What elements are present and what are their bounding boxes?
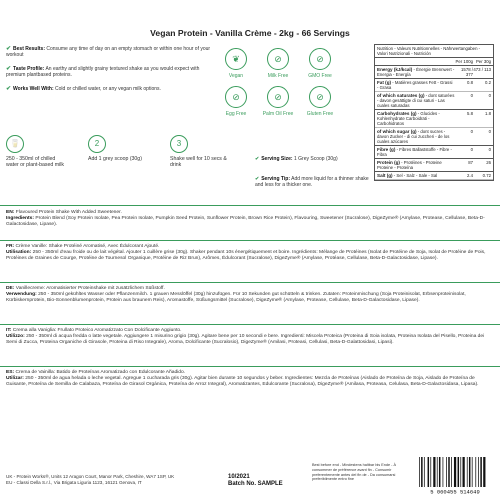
- nutrition-row: Energy (kJ/kcal) - Énergie Brennwert - Energia - Energía 1578 / 377 473 / 113: [377, 67, 491, 77]
- step-2: 2 Add 1 grey scoop (30g): [88, 135, 148, 162]
- barcode-number: 5 060455 514649: [430, 488, 480, 495]
- best-before-text: Best before end - Mindestens haltbar bis Ende - À consommer de préférence avant fin - Consumir preferentemente antes del fin de - Da consumarsi preferibilmente entro fine: [312, 463, 397, 482]
- nutrition-row: Protein (g) - Protéines - Proteine Proteine - Proteína 87 26: [377, 160, 491, 170]
- palm-oil-free-icon: ⊘: [267, 86, 289, 108]
- taste-profile-text: ✔ Taste Profile: An earthy and slightly grainy textured shake as you would expect with premium plantbased proteins.: [6, 66, 200, 79]
- step-3: 3 Shake well for 10 secs & drink: [170, 135, 230, 169]
- nutrition-row: of which saturates (g) - dont saturées - davon gesättigte di cui saturi - Las cuales saturadas 0 0: [377, 93, 491, 108]
- check-icon: ✔: [6, 86, 12, 92]
- nutrition-row: Salt (g) - Sel - Salz - Sale - Sal 2.4 0.72: [377, 173, 491, 178]
- badge-gmo-free: ⊘ GMO Free: [298, 48, 342, 79]
- nutrition-row: Carbohydrates (g) - Glucides - Kohlenhydrate Carboidrati - Carbohidratos 5.8 1.8: [377, 111, 491, 126]
- works-well-with-text: ✔ Works Well With: Cold or chilled water, or any vegan milk options.: [6, 86, 161, 92]
- glass-icon: 🥛: [6, 135, 24, 153]
- divider: [0, 324, 500, 325]
- gluten-free-icon: ⊘: [309, 86, 331, 108]
- check-icon: ✔: [255, 176, 260, 182]
- badge-egg-free: ⊘ Egg Free: [214, 86, 258, 117]
- barcode: [415, 455, 495, 495]
- step-number: 2: [88, 135, 106, 153]
- divider: [0, 240, 500, 241]
- section-en: EN: Flavoured Protein Shake With Added Sweetener. Ingredients: Protein Blend (Soy Protein Isolate, Pea Protein Isolate, Pumpkin Seed Protein, Sunflower Protein, Brown Rice Protein), Flavouring, Sweetener (Sucralose), DigeZyme® (Amylase, Protease, Cellulase, Beta-D-Galactosidase, Lipase).: [6, 210, 485, 228]
- badge-vegan: ❦ Vegan: [214, 48, 258, 79]
- leaf-icon: ❦: [225, 48, 247, 70]
- step-1: 🥛 250 - 350ml of chilled water or plant-based milk: [6, 135, 66, 169]
- nutrition-row: Fibre (g) - Fibres Ballaststoffe - Fibre - Fibra 0 0: [377, 147, 491, 157]
- divider: [0, 205, 500, 206]
- step-number: 3: [170, 135, 188, 153]
- badge-palm-oil-free: ⊘ Palm Oil Free: [256, 86, 300, 117]
- section-es: ES: Crema de Vainilla: Batido de Proteínas Aromatizado con Edulcorante Añadido. Utilizar: 250 - 350ml de agua helada o leche vegetal. Agregue 1 cucharada gris (30g). Agitar bien durante 10 segundos y beber. Ingredientes: Mezcla de Proteínas (Aislado de Proteína de Soja, Aislado de Proteína de Guisante, Proteína de Semilla de Calabaza, Proteína de Girasol Orgánica, Proteína de Arroz Integral), Aromatizantes, Edulcorante (Sucralosa), DigeZyme® (Amilasa, Proteasa, Celulasa, Beta-D-Galactosidasa, Lipasa).: [6, 370, 479, 388]
- check-icon: ✔: [6, 66, 12, 72]
- gmo-free-icon: ⊘: [309, 48, 331, 70]
- best-results-text: ✔ Best Results: Consume any time of day on an empty stomach or within one hour of your workout: [6, 46, 211, 59]
- nutrition-row: of which sugar (g) - dont sucres - davon Zucker - di cui zuccheri - de los cuales azúcares 0 0: [377, 129, 491, 144]
- nutrition-row: Fat (g) - Matières grasses Fett - Grassi - Grasa 0.8 0.2: [377, 80, 491, 90]
- egg-free-icon: ⊘: [225, 86, 247, 108]
- serving-tip: ✔ Serving Tip: Add more liquid for a thinner shake and less for a thicker one.: [255, 176, 369, 189]
- check-icon: ✔: [255, 156, 260, 162]
- batch-info: 10/2021 Batch No. SAMPLE: [228, 474, 283, 487]
- check-icon: ✔: [6, 46, 12, 52]
- nutrition-columns: Per 100g Per 30g: [375, 58, 493, 66]
- milk-free-icon: ⊘: [267, 48, 289, 70]
- badge-milk-free: ⊘ Milk Free: [256, 48, 300, 79]
- nutrition-header: Nutrition - Valeurs Nutritionnelles - Nährwertangaben - Valori Nutrizionali - Nutrición: [375, 45, 493, 58]
- serving-size: ✔ Serving Size: 1 Grey Scoop (30g): [255, 156, 338, 162]
- section-fr: FR: Crème Vanille: Shake Protéiné Aromatisé, Avec Édulcorant Ajouté. Utilisation: 250 - 350ml d'eau froide ou de lait végétal. Ajouter 1 cuillère grise (30g). Shaker pendant 10s énergétiquement et boire. Ingrédients: Mélange de Protéines (Isolat de Protéine de Soja, Isolat de Protéine de Pois, Protéines de Graines de Courge, Protéine de Tournesol Organique, Protéine de Riz Brun), Arômes, Édulcorant (Sucralose), DigeZyme® (Amylase, Protéase, Cellulase, Beta-D-Galactosidase, Lipase).: [6, 244, 486, 262]
- divider: [0, 366, 500, 367]
- company-addresses: UK - Protein Works®, Units 12 Aragon Court, Manor Park, Cheshire, WA7 1SP, UK EU - Classi Della S.r.l., Via Brigata Liguria 1123, 16121 Genova, IT: [6, 474, 175, 485]
- product-title: Vegan Protein - Vanilla Crème - 2kg - 66 Servings: [150, 28, 350, 38]
- section-de: DE: Vanillecreme: Aromatisierter Proteinshake mit zusätzlichem Süßstoff. Verwendung: 250 - 350ml gekühltes Wasser oder Pflanzenmilch. 1 grauen Messlöffel (30g) hinzufügen. Für 10 Sekunden gut schütteln & trinken. Zutaten: Proteinmischung (Soja Proteinisolat, Erbsenproteinisolat, Kürbiskernprotein, Bio-Sonnenblumenprotein, Protein aus braunem Reis), Aromastoffe, Süßungsmittel (Sucralose), DigeZyme® (Amylase, Protease, Cellulase, Beta-D-Galactosidase, Lipase).: [6, 286, 466, 304]
- section-it: IT: Crema alla Vaniglia: Frullato Proteico Aromatizzato Con Dolcificante Aggiunto. Utilizzo: 250 - 350ml di acqua fredda o latte vegetale. Aggiungere 1 misurino grigio (30g). Agitare bene per 10 secondi e bere. Ingredienti: Miscela Proteica (Proteina di Soia isolata, Proteina Isolata del Pisello, Proteina dei Semi di Zucca, Proteina Organiche di Girasole, Proteina di Riso Integrale), Aroma, Dolcificante (Sucralosio), DigeZyme® (Amilasi, Proteasi, Cellulasi, Beta-D-Galattosidasi, Lipasi).: [6, 328, 485, 346]
- nutrition-table: [374, 44, 494, 181]
- divider: [0, 282, 500, 283]
- badge-gluten-free: ⊘ Gluten Free: [298, 86, 342, 117]
